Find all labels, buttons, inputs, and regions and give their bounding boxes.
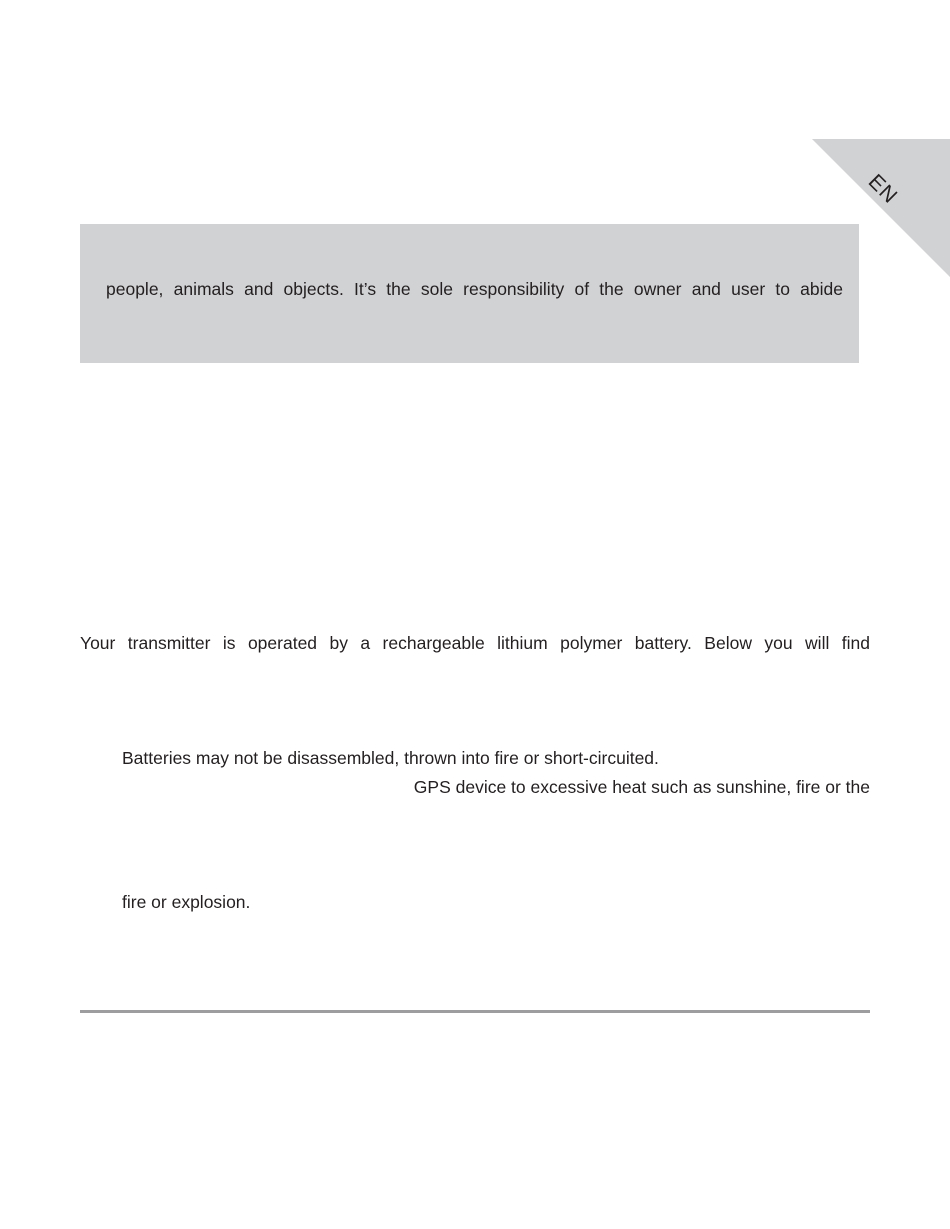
note-box — [80, 224, 859, 363]
language-label: EN — [863, 170, 903, 209]
section-divider — [80, 1010, 870, 1013]
battery-item-heat-fragment: GPS device to excessive heat such as sunshine, fire or the — [413, 777, 870, 797]
note-text-line: people, animals and objects. It’s the sole responsibility of the owner and user to abide — [106, 279, 843, 299]
battery-intro-text: Your transmitter is operated by a rechargeable lithium polymer battery. Below you will find — [80, 633, 870, 653]
battery-item-disassembly: Batteries may not be disassembled, thrown into fire or short-circuited. — [122, 748, 659, 768]
battery-item-explosion-fragment: fire or explosion. — [122, 892, 251, 912]
